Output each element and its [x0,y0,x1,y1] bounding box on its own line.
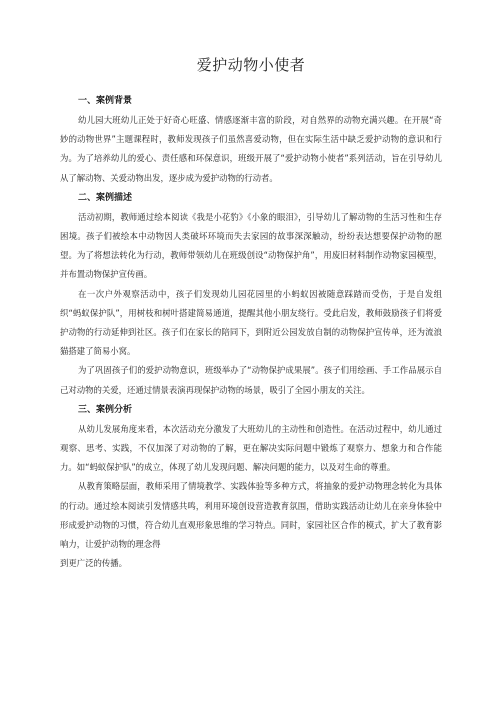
paragraph-description-3: 为了巩固孩子们的爱护动物意识，班级举办了“动物保护成果展”。孩子们用绘画、手工作品展示自己对动物的关爱，还通过情景表演再现保护动物的场景，吸引了全园小朋友的关注。 [60,365,442,395]
paragraph-analysis-tail: 到更广泛的传播。 [60,558,127,569]
document-title: 爱护动物小使者 [196,56,306,74]
paragraph-description-2: 在一次户外观察活动中，孩子们发现幼儿园花园里的小蚂蚁因被随意踩踏而受伤，于是自发组织“蚂蚁保护队”，用树枝和树叶搭建简易通道，提醒其他小朋友绕行。受此启发，教师鼓励孩子们将爱护动物的行动延伸到社区。孩子们在家长的陪同下，到附近公园发放自制的动物保护宣传单，还为流浪猫搭建了简易小窝。 [60,288,442,357]
paragraph-background: 幼儿园大班幼儿正处于好奇心旺盛、情感逐渐丰富的阶段，对自然界的动物充满兴趣。在开展“奇妙的动物世界”主题课程时，教师发现孩子们虽然喜爱动物，但在实际生活中缺乏爱护动物的意识和行为。为了培养幼儿的爱心、责任感和环保意识，班级开展了“爱护动物小使者”系列活动，旨在引导幼儿从了解动物、关爱动物出发，逐步成为爱护动物的行动者。 [60,115,442,183]
section-heading-analysis: 三、案例分析 [78,404,133,415]
paragraph-description-1: 活动初期，教师通过绘本阅读《我是小花豹》《小象的眼泪》，引导幼儿了解动物的生活习性和生存困境。孩子们被绘本中动物因人类破坏环境而失去家园的故事深深触动，纷纷表达想要保护动物的愿望。为了将想法转化为行动，教师带领幼儿在班级创设“动物保护角”，用废旧材料制作动物家园模型，并布置动物保护宣传画。 [60,211,442,280]
section-heading-background: 一、案例背景 [78,96,133,106]
paragraph-analysis-1: 从幼儿发展角度来看，本次活动充分激发了大班幼儿的主动性和创造性。在活动过程中，幼儿通过观察、思考、实践，不仅加深了对动物的了解，更在解决实际问题中锻炼了观察力、想象力和合作能力。如“蚂蚁保护队”的成立，体现了幼儿发现问题、解决问题的能力，以及对生命的尊重。 [60,423,442,473]
section-heading-description: 二、案例描述 [78,192,133,203]
paragraph-analysis-2: 从教育策略层面，教师采用了情境教学、实践体验等多种方式，将抽象的爱护动物理念转化为具体的行动。通过绘本阅读引发情感共鸣，利用环境创设营造教育氛围，借助实践活动让幼儿在亲身体验中形成爱护动物的习惯，符合幼儿直观形象思维的学习特点。同时，家园社区合作的模式，扩大了教育影响力，让爱护动物的理念得 [60,481,442,550]
